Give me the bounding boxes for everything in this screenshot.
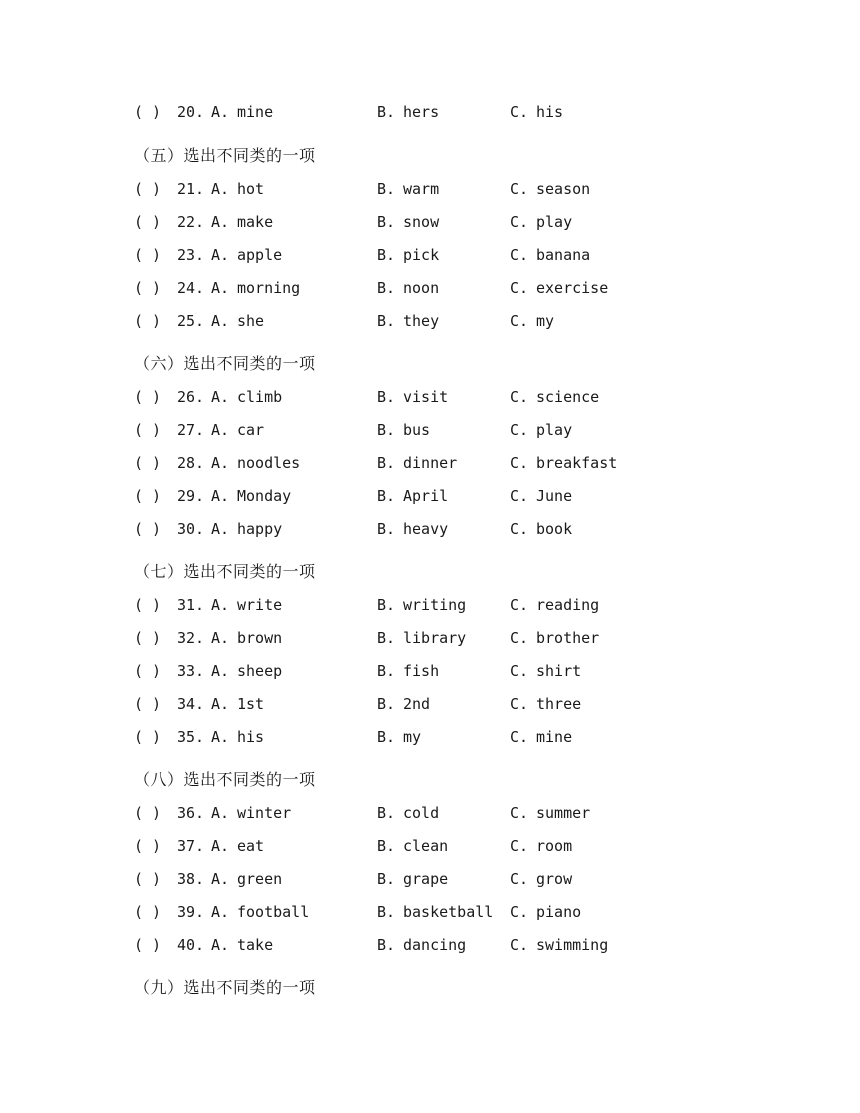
- option-c: C. season: [510, 180, 591, 198]
- question-number: 33.: [177, 662, 205, 680]
- option-b: B. grape: [377, 870, 449, 888]
- option-c: C. play: [510, 421, 573, 439]
- question-number: 27.: [177, 421, 205, 439]
- option-b: B. clean: [377, 837, 449, 855]
- option-b: B. dancing: [377, 936, 467, 954]
- option-c: C. reading: [510, 596, 600, 614]
- answer-blank[interactable]: ( ): [134, 695, 162, 713]
- option-c: C. breakfast: [510, 454, 618, 472]
- question-number: 29.: [177, 487, 205, 505]
- section-heading: （九）选出不同类的一项: [134, 978, 316, 997]
- option-b: B. pick: [377, 246, 440, 264]
- option-a: A. climb: [211, 388, 283, 406]
- option-a: A. Monday: [211, 487, 292, 505]
- answer-blank[interactable]: ( ): [134, 213, 162, 231]
- section-heading: （七）选出不同类的一项: [134, 562, 316, 581]
- answer-blank[interactable]: ( ): [134, 596, 162, 614]
- option-c: C. grow: [510, 870, 573, 888]
- option-a: A. make: [211, 213, 274, 231]
- option-c: C. exercise: [510, 279, 609, 297]
- option-c: C. my: [510, 312, 555, 330]
- option-a: A. happy: [211, 520, 283, 538]
- option-c: C. summer: [510, 804, 591, 822]
- option-b: B. basketball: [377, 903, 494, 921]
- option-c: C. banana: [510, 246, 591, 264]
- option-b: B. heavy: [377, 520, 449, 538]
- option-b: B. cold: [377, 804, 440, 822]
- option-c: C. piano: [510, 903, 582, 921]
- answer-blank[interactable]: ( ): [134, 837, 162, 855]
- option-a: A. sheep: [211, 662, 283, 680]
- question-number: 31.: [177, 596, 205, 614]
- option-a: A. apple: [211, 246, 283, 264]
- question-number: 23.: [177, 246, 205, 264]
- option-a: A. morning: [211, 279, 301, 297]
- answer-blank[interactable]: ( ): [134, 421, 162, 439]
- option-b: B. they: [377, 312, 440, 330]
- option-b: B. hers: [377, 103, 440, 121]
- option-a: A. noodles: [211, 454, 301, 472]
- question-number: 26.: [177, 388, 205, 406]
- question-number: 35.: [177, 728, 205, 746]
- question-number: 21.: [177, 180, 205, 198]
- option-b: B. fish: [377, 662, 440, 680]
- option-b: B. my: [377, 728, 422, 746]
- option-c: C. swimming: [510, 936, 609, 954]
- option-c: C. science: [510, 388, 600, 406]
- option-c: C. room: [510, 837, 573, 855]
- question-number: 40.: [177, 936, 205, 954]
- answer-blank[interactable]: ( ): [134, 936, 162, 954]
- answer-blank[interactable]: ( ): [134, 520, 162, 538]
- option-c: C. book: [510, 520, 573, 538]
- option-a: A. eat: [211, 837, 265, 855]
- question-number: 24.: [177, 279, 205, 297]
- question-number: 36.: [177, 804, 205, 822]
- option-a: A. 1st: [211, 695, 265, 713]
- option-a: A. she: [211, 312, 265, 330]
- option-b: B. snow: [377, 213, 440, 231]
- question-number: 30.: [177, 520, 205, 538]
- question-number: 20.: [177, 103, 205, 121]
- question-number: 38.: [177, 870, 205, 888]
- question-number: 22.: [177, 213, 205, 231]
- option-a: A. green: [211, 870, 283, 888]
- option-a: A. winter: [211, 804, 292, 822]
- option-a: A. football: [211, 903, 310, 921]
- option-b: B. visit: [377, 388, 449, 406]
- option-b: B. warm: [377, 180, 440, 198]
- answer-blank[interactable]: ( ): [134, 312, 162, 330]
- option-a: A. mine: [211, 103, 274, 121]
- question-number: 37.: [177, 837, 205, 855]
- question-number: 28.: [177, 454, 205, 472]
- option-b: B. April: [377, 487, 449, 505]
- option-c: C. brother: [510, 629, 600, 647]
- answer-blank[interactable]: ( ): [134, 662, 162, 680]
- option-c: C. play: [510, 213, 573, 231]
- answer-blank[interactable]: ( ): [134, 454, 162, 472]
- option-a: A. car: [211, 421, 265, 439]
- option-c: C. his: [510, 103, 564, 121]
- answer-blank[interactable]: ( ): [134, 279, 162, 297]
- answer-blank[interactable]: ( ): [134, 487, 162, 505]
- question-number: 39.: [177, 903, 205, 921]
- question-number: 25.: [177, 312, 205, 330]
- option-b: B. writing: [377, 596, 467, 614]
- answer-blank[interactable]: ( ): [134, 103, 162, 121]
- option-b: B. bus: [377, 421, 431, 439]
- option-a: A. brown: [211, 629, 283, 647]
- answer-blank[interactable]: ( ): [134, 903, 162, 921]
- option-b: B. noon: [377, 279, 440, 297]
- answer-blank[interactable]: ( ): [134, 804, 162, 822]
- option-a: A. write: [211, 596, 283, 614]
- option-b: B. dinner: [377, 454, 458, 472]
- option-a: A. his: [211, 728, 265, 746]
- option-b: B. 2nd: [377, 695, 431, 713]
- answer-blank[interactable]: ( ): [134, 870, 162, 888]
- question-number: 34.: [177, 695, 205, 713]
- option-c: C. mine: [510, 728, 573, 746]
- option-c: C. June: [510, 487, 573, 505]
- option-a: A. hot: [211, 180, 265, 198]
- section-heading: （六）选出不同类的一项: [134, 354, 316, 373]
- answer-blank[interactable]: ( ): [134, 388, 162, 406]
- answer-blank[interactable]: ( ): [134, 629, 162, 647]
- option-c: C. three: [510, 695, 582, 713]
- option-b: B. library: [377, 629, 467, 647]
- answer-blank[interactable]: ( ): [134, 180, 162, 198]
- answer-blank[interactable]: ( ): [134, 728, 162, 746]
- question-number: 32.: [177, 629, 205, 647]
- section-heading: （五）选出不同类的一项: [134, 146, 316, 165]
- section-heading: （八）选出不同类的一项: [134, 770, 316, 789]
- option-a: A. take: [211, 936, 274, 954]
- option-c: C. shirt: [510, 662, 582, 680]
- answer-blank[interactable]: ( ): [134, 246, 162, 264]
